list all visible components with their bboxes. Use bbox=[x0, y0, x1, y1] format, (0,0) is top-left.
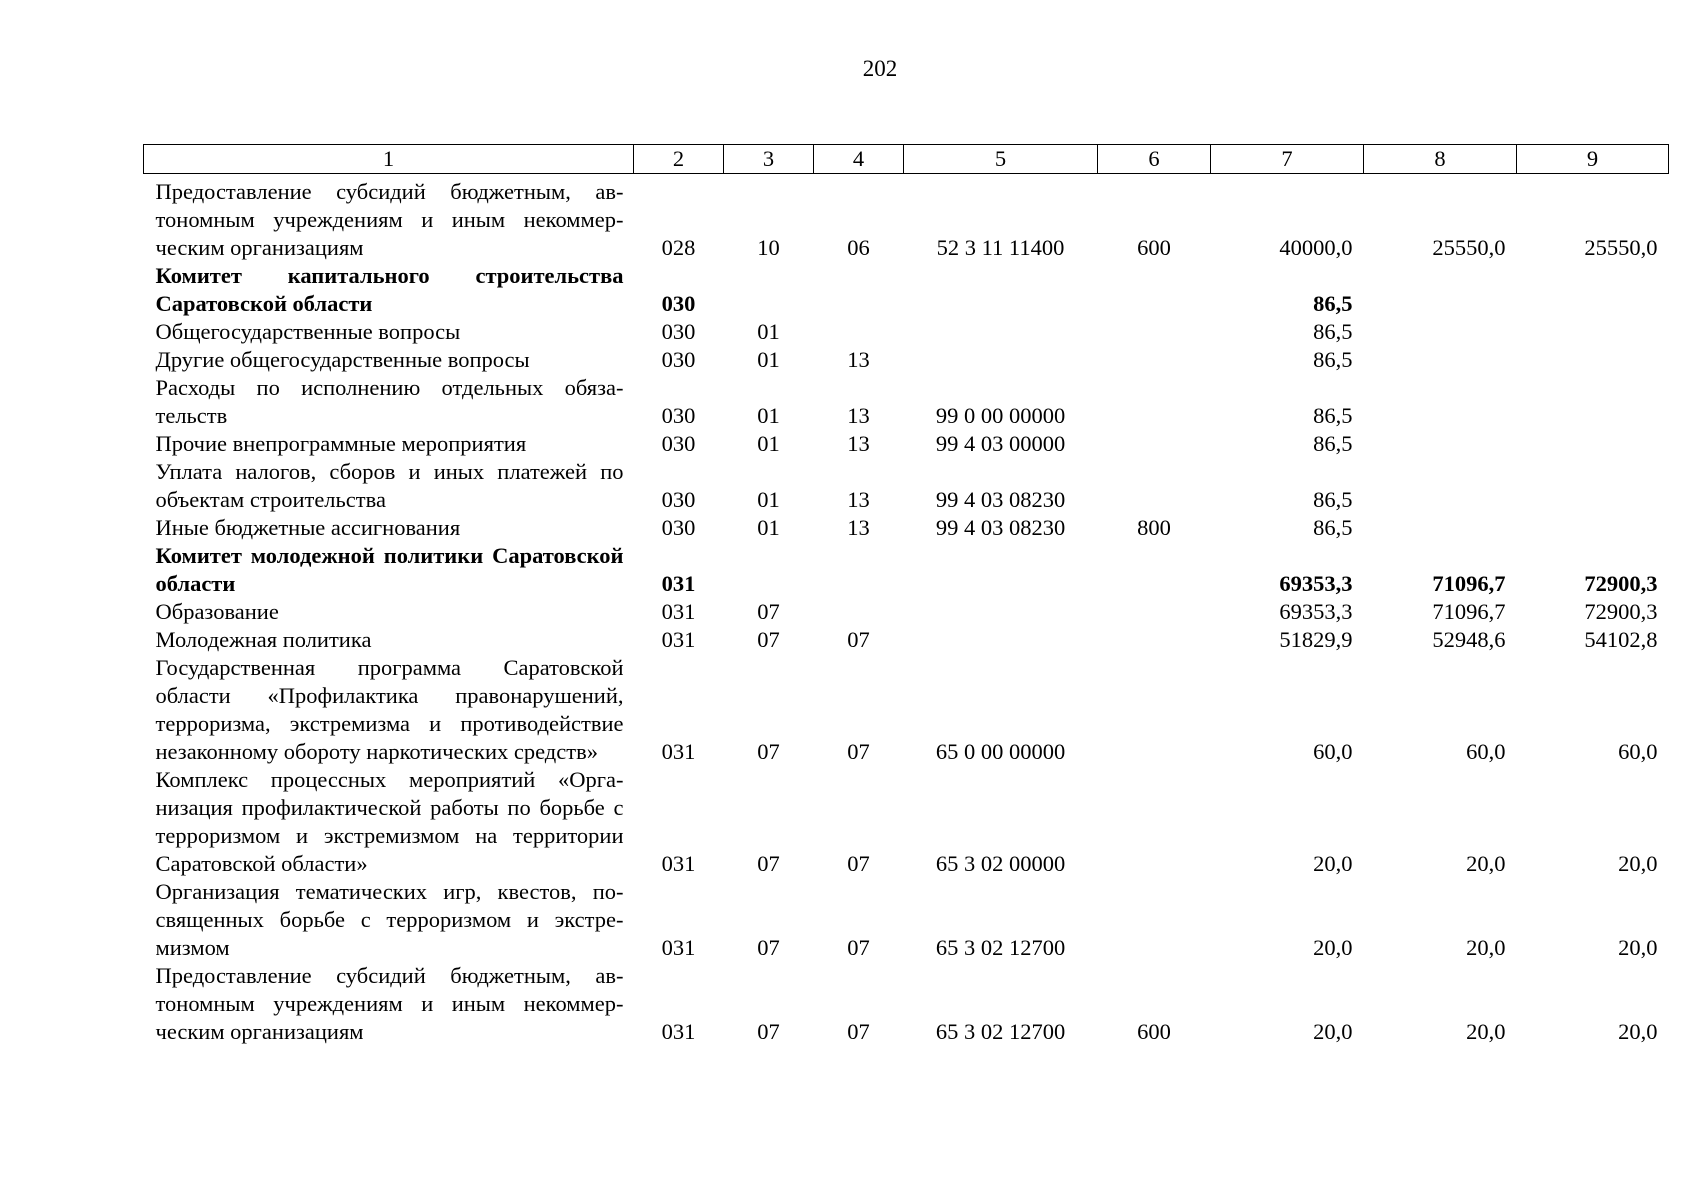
table-row bbox=[144, 374, 1669, 430]
row-amount-col-7: 20,0 bbox=[1313, 1019, 1353, 1044]
row-target-item-code: 65 3 02 00000 bbox=[935, 851, 1066, 876]
row-section-code: 01 bbox=[757, 319, 780, 344]
row-amount-col-8: 20,0 bbox=[1466, 851, 1506, 876]
row-amount-col-9 bbox=[1517, 346, 1669, 374]
row-subsection-code: 13 bbox=[847, 403, 870, 428]
header-col-6: 6 bbox=[1098, 145, 1211, 174]
row-section-code bbox=[724, 542, 814, 598]
row-item-name: Молодежная политика bbox=[155, 627, 372, 652]
row-item-name: Общегосударственные вопросы bbox=[155, 319, 461, 344]
row-expense-type-code bbox=[1098, 346, 1211, 374]
row-target-item-code: 65 3 02 12700 bbox=[935, 1019, 1066, 1044]
row-subsection-code bbox=[814, 542, 904, 598]
row-item-name: Предоставление субсидий бюджетным, автономным учреждениям и иным некоммерческим организациям bbox=[155, 179, 624, 260]
row-amount-col-9 bbox=[1517, 318, 1669, 346]
row-target-item-code bbox=[904, 626, 1098, 654]
row-item-name: Организация тематических игр, квестов, посвященных борьбе с терроризмом и экстремизмом bbox=[155, 879, 624, 960]
row-subsection-code: 13 bbox=[847, 515, 870, 540]
row-amount-col-8 bbox=[1364, 458, 1517, 514]
row-amount-col-7: 20,0 bbox=[1313, 935, 1353, 960]
row-ministry-code: 030 bbox=[661, 515, 696, 540]
row-expense-type-code bbox=[1098, 458, 1211, 514]
row-expense-type-code bbox=[1098, 598, 1211, 626]
row-section-code bbox=[724, 262, 814, 318]
row-subsection-code: 13 bbox=[847, 431, 870, 456]
row-expense-type-code: 600 bbox=[1137, 235, 1171, 260]
row-target-item-code bbox=[904, 542, 1098, 598]
row-amount-col-9: 54102,8 bbox=[1584, 627, 1658, 652]
row-subsection-code: 07 bbox=[847, 627, 870, 652]
row-amount-col-7: 51829,9 bbox=[1279, 627, 1353, 652]
row-ministry-code: 031 bbox=[661, 739, 696, 764]
row-amount-col-8: 20,0 bbox=[1466, 935, 1506, 960]
row-amount-col-8 bbox=[1364, 346, 1517, 374]
row-amount-col-7: 69353,3 bbox=[1279, 599, 1353, 624]
row-amount-col-8: 60,0 bbox=[1466, 739, 1506, 764]
row-expense-type-code bbox=[1098, 654, 1211, 766]
row-amount-col-8: 52948,6 bbox=[1432, 627, 1506, 652]
row-section-code: 01 bbox=[757, 431, 780, 456]
row-expense-type-code bbox=[1098, 374, 1211, 430]
table-body bbox=[144, 174, 1669, 1047]
row-amount-col-8: 71096,7 bbox=[1432, 571, 1506, 596]
row-amount-col-9 bbox=[1517, 430, 1669, 458]
row-section-code: 07 bbox=[757, 935, 780, 960]
column-number-header bbox=[144, 145, 1669, 174]
row-amount-col-7: 86,5 bbox=[1313, 403, 1353, 428]
page-number: 202 bbox=[862, 56, 898, 81]
row-amount-col-7: 60,0 bbox=[1313, 739, 1353, 764]
row-ministry-code: 031 bbox=[661, 935, 696, 960]
row-amount-col-9 bbox=[1517, 262, 1669, 318]
table-row bbox=[144, 878, 1669, 962]
row-target-item-code bbox=[904, 318, 1098, 346]
row-ministry-code: 030 bbox=[661, 431, 696, 456]
row-ministry-code: 031 bbox=[661, 571, 696, 596]
row-target-item-code bbox=[904, 262, 1098, 318]
header-col-9: 9 bbox=[1517, 145, 1669, 174]
row-amount-col-9: 20,0 bbox=[1618, 851, 1658, 876]
row-section-code: 07 bbox=[757, 627, 780, 652]
row-ministry-code: 031 bbox=[661, 1019, 696, 1044]
row-expense-type-code: 800 bbox=[1137, 515, 1171, 540]
header-col-5: 5 bbox=[904, 145, 1098, 174]
row-amount-col-9: 72900,3 bbox=[1584, 599, 1658, 624]
row-expense-type-code bbox=[1098, 766, 1211, 878]
row-amount-col-8 bbox=[1364, 262, 1517, 318]
row-ministry-code: 030 bbox=[661, 403, 696, 428]
row-item-name: Комитет капитального строительства Саратовской области bbox=[155, 263, 624, 316]
row-amount-col-8 bbox=[1364, 430, 1517, 458]
row-ministry-code: 030 bbox=[661, 347, 696, 372]
row-expense-type-code bbox=[1098, 430, 1211, 458]
row-subsection-code: 13 bbox=[847, 487, 870, 512]
table-row bbox=[144, 430, 1669, 458]
row-subsection-code: 07 bbox=[847, 1019, 870, 1044]
row-amount-col-8 bbox=[1364, 374, 1517, 430]
row-subsection-code bbox=[814, 318, 904, 346]
row-amount-col-9: 72900,3 bbox=[1584, 571, 1658, 596]
row-target-item-code: 65 3 02 12700 bbox=[935, 935, 1066, 960]
row-expense-type-code bbox=[1098, 626, 1211, 654]
row-section-code: 01 bbox=[757, 347, 780, 372]
row-subsection-code: 07 bbox=[847, 739, 870, 764]
row-section-code: 07 bbox=[757, 599, 780, 624]
row-item-name: Государственная программа Саратовской области «Профилактика правонарушений, терроризма, экстремизма и противодействие незаконному обороту наркотических средств» bbox=[155, 655, 624, 764]
row-amount-col-8: 71096,7 bbox=[1432, 599, 1506, 624]
table-row bbox=[144, 458, 1669, 514]
row-item-name: Расходы по исполнению отдельных обязательств bbox=[155, 375, 624, 428]
row-ministry-code: 031 bbox=[661, 627, 696, 652]
row-subsection-code: 06 bbox=[847, 235, 870, 260]
row-item-name: Образование bbox=[155, 599, 279, 624]
row-amount-col-7: 40000,0 bbox=[1279, 235, 1353, 260]
row-target-item-code bbox=[904, 598, 1098, 626]
row-amount-col-7: 86,5 bbox=[1313, 515, 1353, 540]
row-amount-col-9 bbox=[1517, 374, 1669, 430]
row-ministry-code: 030 bbox=[661, 487, 696, 512]
row-expense-type-code: 600 bbox=[1137, 1019, 1171, 1044]
row-ministry-code: 030 bbox=[661, 291, 696, 316]
row-section-code: 07 bbox=[757, 739, 780, 764]
budget-table bbox=[143, 144, 1669, 1046]
row-item-name: Другие общегосударственные вопросы bbox=[155, 347, 530, 372]
header-col-8: 8 bbox=[1364, 145, 1517, 174]
row-section-code: 01 bbox=[757, 487, 780, 512]
header-col-2: 2 bbox=[634, 145, 724, 174]
table-row bbox=[144, 962, 1669, 1046]
row-item-name: Комитет молодежной политики Саратовской области bbox=[155, 543, 624, 596]
row-amount-col-9: 25550,0 bbox=[1584, 235, 1658, 260]
row-amount-col-8: 20,0 bbox=[1466, 1019, 1506, 1044]
row-ministry-code: 028 bbox=[661, 235, 696, 260]
row-amount-col-9 bbox=[1517, 458, 1669, 514]
row-amount-col-8 bbox=[1364, 514, 1517, 542]
table-row bbox=[144, 174, 1669, 263]
row-subsection-code bbox=[814, 262, 904, 318]
table-row bbox=[144, 654, 1669, 766]
row-subsection-code: 07 bbox=[847, 935, 870, 960]
table-row bbox=[144, 514, 1669, 542]
row-item-name: Комплекс процессных мероприятий «Организация профилактической работы по борьбе с терроризмом и экстремизмом на территории Саратовской области» bbox=[155, 767, 624, 876]
row-item-name: Прочие внепрограммные мероприятия bbox=[155, 431, 527, 456]
table-row bbox=[144, 318, 1669, 346]
row-section-code: 07 bbox=[757, 851, 780, 876]
table-row bbox=[144, 598, 1669, 626]
row-target-item-code: 52 3 11 11400 bbox=[936, 235, 1065, 260]
row-ministry-code: 031 bbox=[661, 599, 696, 624]
header-col-7: 7 bbox=[1211, 145, 1364, 174]
row-subsection-code: 13 bbox=[847, 347, 870, 372]
table-row bbox=[144, 542, 1669, 598]
row-target-item-code: 99 4 03 00000 bbox=[935, 431, 1066, 456]
row-section-code: 01 bbox=[757, 515, 780, 540]
row-item-name: Уплата налогов, сборов и иных платежей по объектам строительства bbox=[155, 459, 624, 512]
row-amount-col-9: 20,0 bbox=[1618, 935, 1658, 960]
row-target-item-code: 65 0 00 00000 bbox=[935, 739, 1066, 764]
row-subsection-code bbox=[814, 598, 904, 626]
table-row bbox=[144, 626, 1669, 654]
table-row bbox=[144, 262, 1669, 318]
row-amount-col-8 bbox=[1364, 318, 1517, 346]
header-col-4: 4 bbox=[814, 145, 904, 174]
row-amount-col-7: 20,0 bbox=[1313, 851, 1353, 876]
row-target-item-code: 99 4 03 08230 bbox=[935, 515, 1066, 540]
row-section-code: 10 bbox=[757, 235, 780, 260]
row-section-code: 07 bbox=[757, 1019, 780, 1044]
row-expense-type-code bbox=[1098, 262, 1211, 318]
row-amount-col-7: 86,5 bbox=[1313, 487, 1353, 512]
row-amount-col-7: 86,5 bbox=[1313, 319, 1353, 344]
row-target-item-code: 99 0 00 00000 bbox=[935, 403, 1066, 428]
row-amount-col-9: 20,0 bbox=[1618, 1019, 1658, 1044]
row-ministry-code: 031 bbox=[661, 851, 696, 876]
table-row bbox=[144, 346, 1669, 374]
row-amount-col-8: 25550,0 bbox=[1432, 235, 1506, 260]
row-item-name: Предоставление субсидий бюджетным, автономным учреждениям и иным некоммерческим организациям bbox=[155, 963, 624, 1044]
row-expense-type-code bbox=[1098, 318, 1211, 346]
row-expense-type-code bbox=[1098, 542, 1211, 598]
row-ministry-code: 030 bbox=[661, 319, 696, 344]
row-amount-col-7: 69353,3 bbox=[1279, 571, 1353, 596]
row-target-item-code: 99 4 03 08230 bbox=[935, 487, 1066, 512]
row-target-item-code bbox=[904, 346, 1098, 374]
row-amount-col-9: 60,0 bbox=[1618, 739, 1658, 764]
row-subsection-code: 07 bbox=[847, 851, 870, 876]
row-amount-col-7: 86,5 bbox=[1313, 347, 1353, 372]
header-col-1: 1 bbox=[144, 145, 634, 174]
row-amount-col-7: 86,5 bbox=[1313, 291, 1353, 316]
row-expense-type-code bbox=[1098, 878, 1211, 962]
row-item-name: Иные бюджетные ассигнования bbox=[155, 515, 461, 540]
header-col-3: 3 bbox=[724, 145, 814, 174]
table-row bbox=[144, 766, 1669, 878]
row-amount-col-7: 86,5 bbox=[1313, 431, 1353, 456]
row-section-code: 01 bbox=[757, 403, 780, 428]
row-amount-col-9 bbox=[1517, 514, 1669, 542]
